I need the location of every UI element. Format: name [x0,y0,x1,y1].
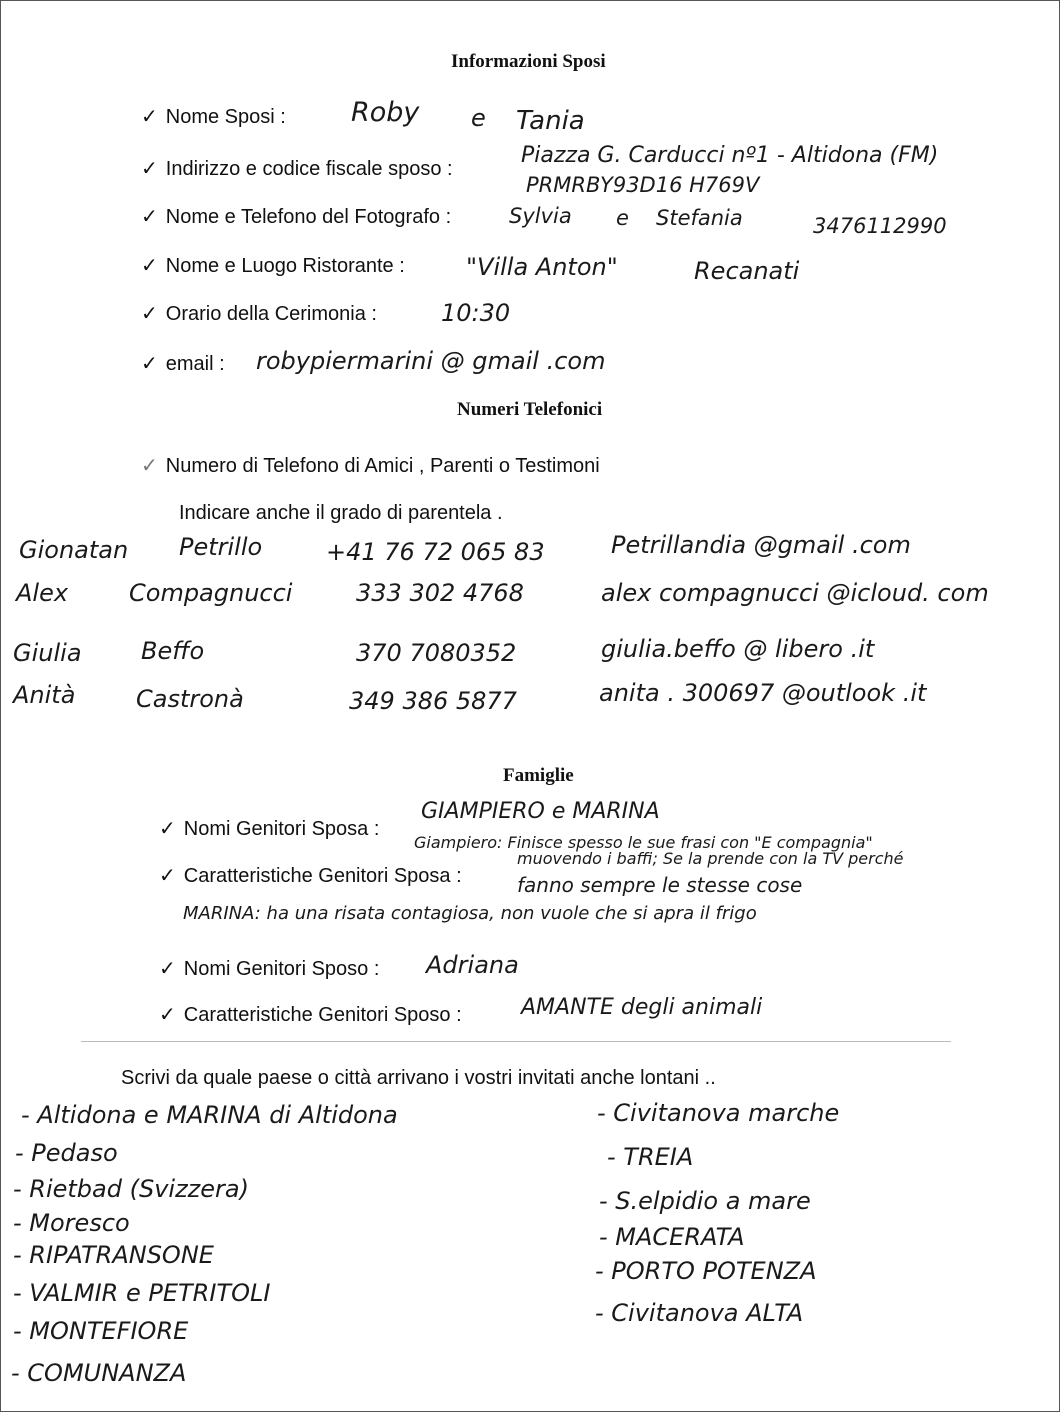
section-title-info: Informazioni Sposi [451,51,606,72]
indirizzo-row [141,156,453,181]
divider [81,1041,951,1042]
caratteristiche-sposa-row [159,863,462,888]
city-item: - COMUNANZA [11,1359,187,1387]
fotografo-row [141,204,451,229]
fotografo-value-3: Stefania [656,206,743,230]
caratteristiche-sposo-label: Caratteristiche Genitori Sposo : [183,1004,462,1026]
fotografo-phone: 3476112990 [813,214,947,238]
city-item: - Altidona e MARINA di Altidona [21,1101,398,1129]
ristorante-row [141,253,405,278]
check-icon: ✓ [141,353,158,375]
caratteristiche-sposa-line-1: Giampiero: Finisce spesso le sue frasi con "E compagnia" [414,833,873,852]
city-item: - RIPATRANSONE [13,1241,214,1269]
nome-sposi-label: Nome Sposi : [165,106,286,128]
contact-last-name: Castronà [136,685,244,713]
city-item: - MONTEFIORE [13,1317,189,1345]
email-label: email : [165,353,225,375]
cities-prompt: Scrivi da quale paese o città arrivano i vostri invitati anche lontani .. [121,1067,716,1089]
check-icon: ✓ [141,206,158,228]
nome-sposi-value-3: Tania [516,106,585,136]
city-item: - MACERATA [599,1223,745,1251]
ristorante-value-1: "Villa Anton" [466,253,618,281]
orario-label: Orario della Cerimonia : [165,303,377,325]
contact-email: giulia.beffo @ libero .it [601,635,875,663]
section-title-family: Famiglie [503,765,574,786]
check-icon: ✓ [159,865,176,887]
caratteristiche-sposo-value: AMANTE degli animali [521,995,763,1020]
city-item: - Civitanova marche [597,1099,840,1127]
contact-first-name: Gionatan [19,536,129,564]
nome-sposi-value-2: e [471,104,486,132]
check-icon: ✓ [141,106,158,128]
ristorante-value-2: Recanati [694,257,800,285]
email-row [141,351,225,376]
city-item: - Pedaso [15,1139,118,1167]
contact-first-name: Anità [13,681,76,709]
nome-sposi-value-1: Roby [351,97,420,128]
fotografo-label: Nome e Telefono del Fotografo : [165,206,452,228]
ristorante-label: Nome e Luogo Ristorante : [165,255,405,277]
genitori-sposo-value: Adriana [426,951,519,979]
genitori-sposo-row [159,956,379,981]
genitori-sposa-row [159,816,379,841]
contact-last-name: Beffo [141,637,205,665]
indirizzo-value: Piazza G. Carducci nº1 - Altidona (FM) [521,143,939,168]
contact-last-name: Compagnucci [129,579,293,607]
email-value: robypiermarini @ gmail .com [256,347,606,375]
phones-label-row [141,453,600,478]
caratteristiche-sposa-line-2: muovendo i baffi; Se la prende con la TV perché [517,849,904,868]
fotografo-value-1: Sylvia [509,204,572,228]
contact-last-name: Petrillo [179,533,263,561]
contact-phone: 349 386 5877 [349,687,517,715]
contact-phone: 370 7080352 [356,639,517,667]
city-item: - Rietbad (Svizzera) [13,1175,249,1203]
nome-sposi-row [141,104,286,129]
orario-row [141,301,377,326]
city-item: - Moresco [13,1209,130,1237]
phones-label: Numero di Telefono di Amici , Parenti o Testimoni [165,455,600,477]
contact-email: alex compagnucci @icloud. com [601,579,989,607]
fotografo-value-2: e [616,206,629,230]
check-icon: ✓ [141,255,158,277]
phones-note: Indicare anche il grado di parentela . [179,502,503,524]
check-icon: ✓ [141,158,158,180]
contact-phone: +41 76 72 065 83 [326,538,545,566]
check-icon: ✓ [141,303,158,325]
caratteristiche-sposa-line-3: fanno sempre le stesse cose [517,873,803,897]
contact-email: anita . 300697 @outlook .it [599,679,927,707]
genitori-sposo-label: Nomi Genitori Sposo : [183,958,380,980]
contact-phone: 333 302 4768 [356,579,524,607]
city-item: - PORTO POTENZA [595,1257,817,1285]
city-item: - Civitanova ALTA [595,1299,804,1327]
contact-email: Petrillandia @gmail .com [611,531,911,559]
check-icon: ✓ [159,818,176,840]
orario-value: 10:30 [441,299,511,327]
caratteristiche-sposo-row [159,1002,462,1027]
caratteristiche-sposa-line-4: MARINA: ha una risata contagiosa, non vuole che si apra il frigo [183,903,757,924]
indirizzo-label: Indirizzo e codice fiscale sposo : [165,158,453,180]
city-item: - TREIA [607,1143,694,1171]
caratteristiche-sposa-label: Caratteristiche Genitori Sposa : [183,865,462,887]
check-icon: ✓ [159,958,176,980]
city-item: - VALMIR e PETRITOLI [13,1279,271,1307]
check-icon: ✓ [159,1004,176,1026]
contact-first-name: Giulia [13,639,82,667]
check-icon: ✓ [141,455,158,477]
genitori-sposa-label: Nomi Genitori Sposa : [183,818,380,840]
codice-fiscale-value: PRMRBY93D16 H769V [526,173,760,197]
section-title-phones: Numeri Telefonici [457,399,603,420]
genitori-sposa-value: GIAMPIERO e MARINA [421,799,660,824]
city-item: - S.elpidio a mare [599,1187,811,1215]
contact-first-name: Alex [16,579,69,607]
